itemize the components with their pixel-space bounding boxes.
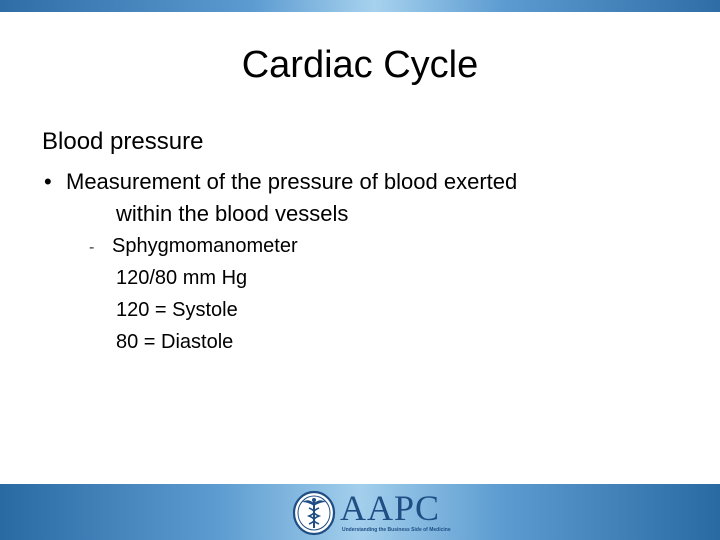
sub-item-device: Sphygmomanometer	[112, 235, 298, 257]
sub-item-systole: 120 = Systole	[116, 299, 238, 321]
bullet-marker: •	[44, 169, 52, 194]
logo-wordmark: AAPC	[340, 488, 441, 528]
caduceus-emblem-icon	[290, 488, 338, 536]
aapc-logo	[290, 488, 460, 538]
top-decorative-bar	[0, 0, 720, 12]
sub-item-reading: 120/80 mm Hg	[116, 267, 248, 289]
bullet-item	[44, 166, 684, 230]
bullet-text	[66, 166, 684, 230]
logo-tagline: Understanding the Business Side of Medicine	[342, 527, 451, 533]
bullet-line-2: within the blood vessels	[116, 201, 349, 226]
slide-title: Cardiac Cycle	[241, 44, 479, 86]
sub-item-diastole: 80 = Diastole	[116, 331, 234, 353]
bullet-line-1: Measurement of the pressure of blood exerted	[66, 169, 518, 194]
sub-bullet-marker: -	[89, 239, 95, 256]
section-heading: Blood pressure	[42, 128, 204, 155]
